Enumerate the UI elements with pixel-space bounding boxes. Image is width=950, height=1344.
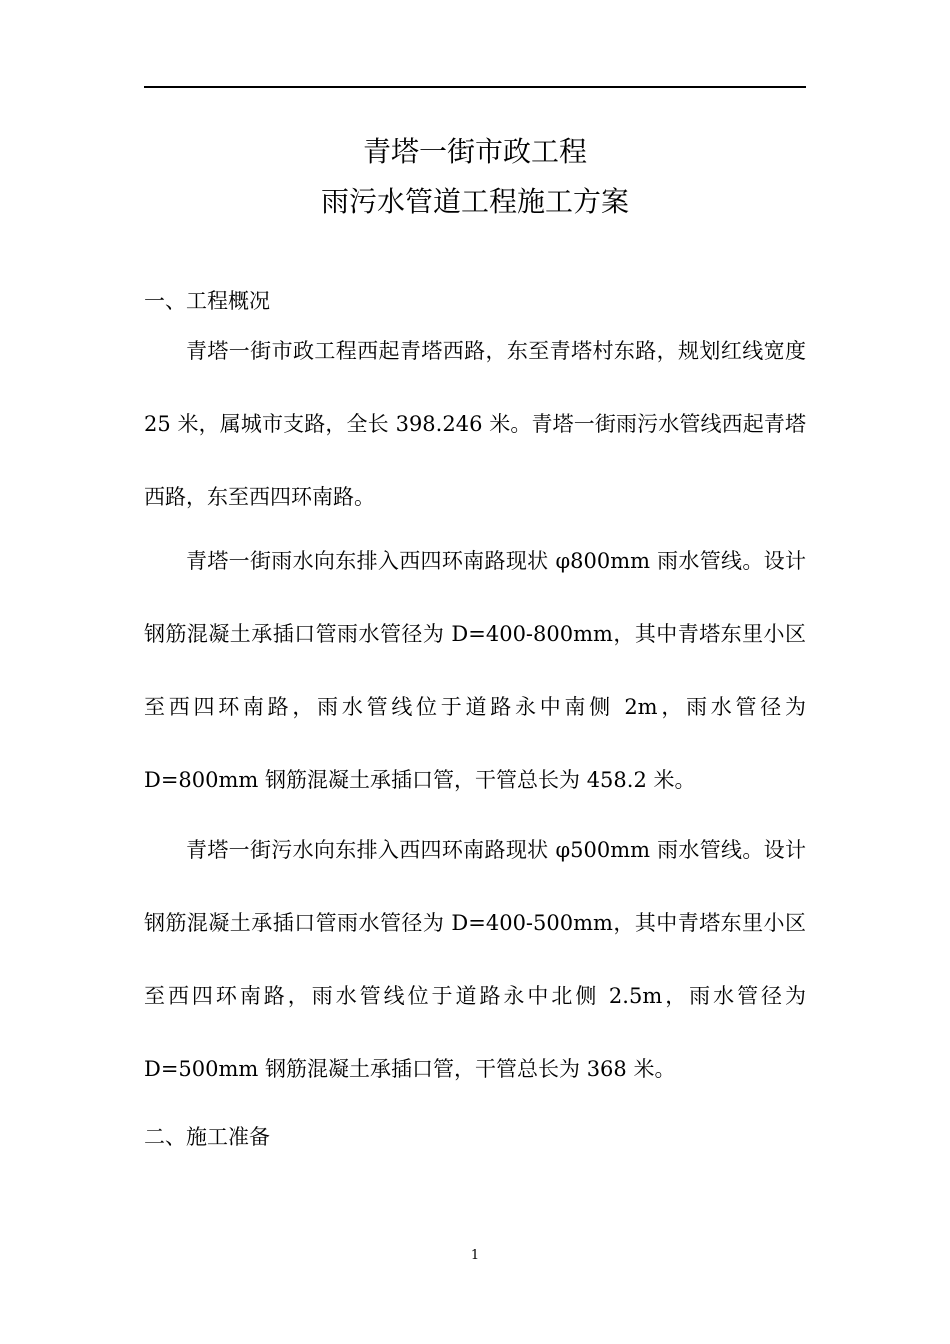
section-heading-preparation: 二、施工准备 <box>144 1125 270 1149</box>
paragraph-overview: 青塔一街市政工程西起青塔西路，东至青塔村东路，规划红线宽度 25 米，属城市支路，全长 398.246 米。青塔一街雨污水管线西起青塔西路，东至西四环南路。 <box>144 339 806 509</box>
document-subtitle: 雨污水管道工程施工方案 <box>320 185 629 218</box>
section-heading-overview: 一、工程概况 <box>144 289 270 313</box>
paragraph-rainwater: 青塔一街雨水向东排入西四环南路现状 φ800mm 雨水管线。设计钢筋混凝土承插口管雨水管径为 D=400-800mm，其中青塔东里小区至西四环南路，雨水管线位于道路永中南侧 2m，雨水管径为 D=800mm 钢筋混凝土承插口管，干管总长为 458.2 米。 <box>144 549 806 792</box>
page-number: 1 <box>470 1248 480 1263</box>
header-rule <box>144 86 806 88</box>
paragraph-sewage: 青塔一街污水向东排入西四环南路现状 φ500mm 雨水管线。设计钢筋混凝土承插口管雨水管径为 D=400-500mm，其中青塔东里小区至西四环南路，雨水管线位于道路永中北侧 2.5m，雨水管径为 D=500mm 钢筋混凝土承插口管，干管总长为 368 米。 <box>144 838 806 1081</box>
document-title: 青塔一街市政工程 <box>362 135 587 168</box>
